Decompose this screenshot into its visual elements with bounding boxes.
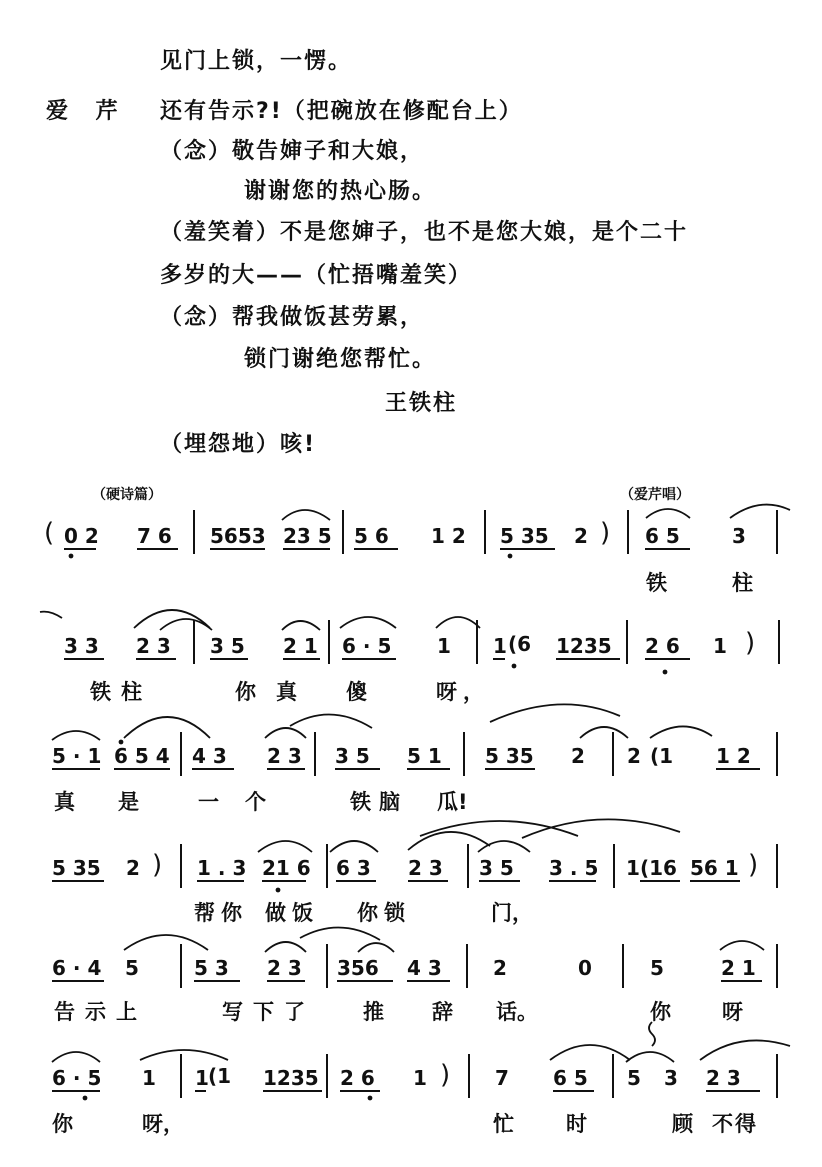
score-note: 2 3 [267,956,302,980]
score-lyric: 瓜! [437,790,468,814]
score-note: 2 1 [721,956,756,980]
score-note: 1 2 [716,744,751,768]
script-line-10: （埋怨地）咳! [160,432,317,457]
score-note: 3 3 [64,634,99,658]
bar-line [468,1054,470,1098]
score-note: 2 1 [283,634,318,658]
bar-line [466,944,468,988]
score-note: (1 [208,1064,232,1088]
speaker-name: 爱 芹 [46,99,128,124]
score-note: 6 5 [553,1066,588,1090]
script-line-2: 还有告示?!（把碗放在修配台上） [160,99,523,124]
score-lyric: 不得 [712,1112,758,1136]
script-line-4: 谢谢您的热心肠。 [244,179,437,204]
score-note: 3 5 [210,634,245,658]
score-note: 6 3 [336,856,371,880]
score-note: 23 5 [283,524,332,548]
score-lyric: 时 [566,1112,587,1136]
bar-line [613,844,615,888]
bar-line [180,1054,182,1098]
score-note: 3 . 5 [549,856,599,880]
score-note: 7 6 [137,524,172,548]
score-lyric: 帮你 [194,901,248,925]
score-lyric: 傻 [346,680,367,704]
score-note: 5653 [210,524,266,548]
score-note: 4 3 [407,956,442,980]
score-note: 2 [574,524,588,548]
score-lyric: 你锁 [357,901,411,925]
script-line-8: 锁门谢绝您帮忙。 [244,347,437,372]
score-note: 5 35 [485,744,534,768]
score-note: 1 [713,634,727,658]
score-note: 2 [571,744,585,768]
bar-line [314,732,316,776]
bar-line [326,844,328,888]
bar-line [776,510,778,554]
score-note: 6 · 5 [52,1066,102,1090]
score-lyric: 是 [118,790,139,814]
score-note: 1 [626,856,640,880]
score-note: 1 [437,634,451,658]
score-lyric: 柱 [732,571,753,595]
script-line-6: 多岁的大——（忙捂嘴羞笑） [160,263,473,288]
score-note: 4 3 [192,744,227,768]
score-annotation-right: （爱芹唱） [620,487,690,503]
score-annotation-left: （硬诗篇） [92,487,162,503]
score-lyric: 你真 [235,680,317,704]
score-note: 3 5 [335,744,370,768]
bar-line [328,620,330,664]
score-note: 1 [142,1066,156,1090]
score-lyric: 一个 [198,790,292,814]
score-note: 2 3 [267,744,302,768]
score-note: 5 35 [500,524,549,548]
score-lyric: 辞 [432,1000,453,1024]
bar-line [776,844,778,888]
score-note: 2 3 [706,1066,741,1090]
score-note: 3 [664,1066,678,1090]
bar-line [180,732,182,776]
score-note: 5 [627,1066,641,1090]
score-note: 5 [125,956,139,980]
score-lyric: 告示上 [54,1000,147,1024]
bar-line [627,510,629,554]
bar-line [612,1054,614,1098]
score-note: 1 . 3 [197,856,247,880]
score-note: 5 6 [354,524,389,548]
score-note: ) [745,628,756,658]
bar-line [326,944,328,988]
score-note: (6 [508,632,532,656]
score-note: 1 [195,1066,209,1090]
bar-line [484,510,486,554]
bar-line [622,944,624,988]
bar-line [326,1054,328,1098]
bar-line [180,944,182,988]
score-note: 2 3 [408,856,443,880]
bar-line [778,620,780,664]
score-lyric: 呀， [436,680,490,704]
score-note: (1 [650,744,674,768]
score-note: 6 · 5 [342,634,392,658]
bar-line [467,844,469,888]
score-note: 5 3 [194,956,229,980]
score-note: 6 5 [645,524,680,548]
score-note: 356 [337,956,379,980]
score-lyric: 你 [52,1112,73,1136]
score-note: 1235 [263,1066,319,1090]
score-note: 2 [627,744,641,768]
script-line-1: 见门上锁，一愣。 [160,49,353,74]
score-lyric: 忙 [493,1112,514,1136]
score-note: 21 6 [262,856,311,880]
bar-line [463,732,465,776]
bar-line [193,510,195,554]
score-note: 1235 [556,634,612,658]
score-note: ( [44,518,55,548]
bar-line [626,620,628,664]
score-note: 7 [495,1066,509,1090]
bar-line [180,844,182,888]
score-note: 5 · 1 [52,744,102,768]
score-note: 56 1 [690,856,739,880]
score-note: 3 [732,524,746,548]
score-lyric: 呀， [142,1112,184,1136]
score-lyric: 推 [363,1000,384,1024]
score-lyric: 你 [650,1000,671,1024]
script-line-9: 王铁柱 [385,391,458,416]
score-lyric: 真 [54,790,75,814]
score-note: 5 1 [407,744,442,768]
score-lyric: 铁柱 [90,680,152,704]
score-note: ) [600,518,611,548]
score-lyric: 写下了 [222,1000,315,1024]
bar-line [476,620,478,664]
bar-line [776,944,778,988]
score-lyric: 做饭 [265,901,319,925]
score-lyric: 话。 [496,1000,538,1024]
score-note: 6 5 4 [114,744,170,768]
score-note: 2 6 [340,1066,375,1090]
score-note: ) [440,1060,451,1090]
bar-line [342,510,344,554]
score-note: 2 6 [645,634,680,658]
script-line-7: （念）帮我做饭甚劳累， [160,305,425,330]
score-note: 0 [578,956,592,980]
score-note: 5 [650,956,664,980]
score-note: 1 2 [431,524,466,548]
script-line-3: （念）敬告婶子和大娘， [160,139,425,164]
bar-line [776,1054,778,1098]
score-lyric: 铁脑 [350,790,408,814]
score-note: ) [748,850,759,880]
bar-line [776,732,778,776]
score-note: 6 · 4 [52,956,102,980]
score-note: 1 [413,1066,427,1090]
bar-line [193,620,195,664]
score-note: 2 3 [136,634,171,658]
score-note: 3 5 [479,856,514,880]
score-lyric: 顾 [672,1112,693,1136]
score-note: 0 2 [64,524,99,548]
script-line-5: （羞笑着）不是您婶子，也不是您大娘，是个二十 [160,220,689,245]
score-lyric: 呀 [722,1000,743,1024]
score-note: ) [152,850,163,880]
score-note: 2 [126,856,140,880]
bar-line [612,732,614,776]
score-note: (16 [640,856,677,880]
score-note: 5 35 [52,856,101,880]
score-note: 2 [493,956,507,980]
score-lyric: 铁 [646,571,667,595]
score-note: 1 [493,634,507,658]
score-lyric: 门， [491,901,533,925]
